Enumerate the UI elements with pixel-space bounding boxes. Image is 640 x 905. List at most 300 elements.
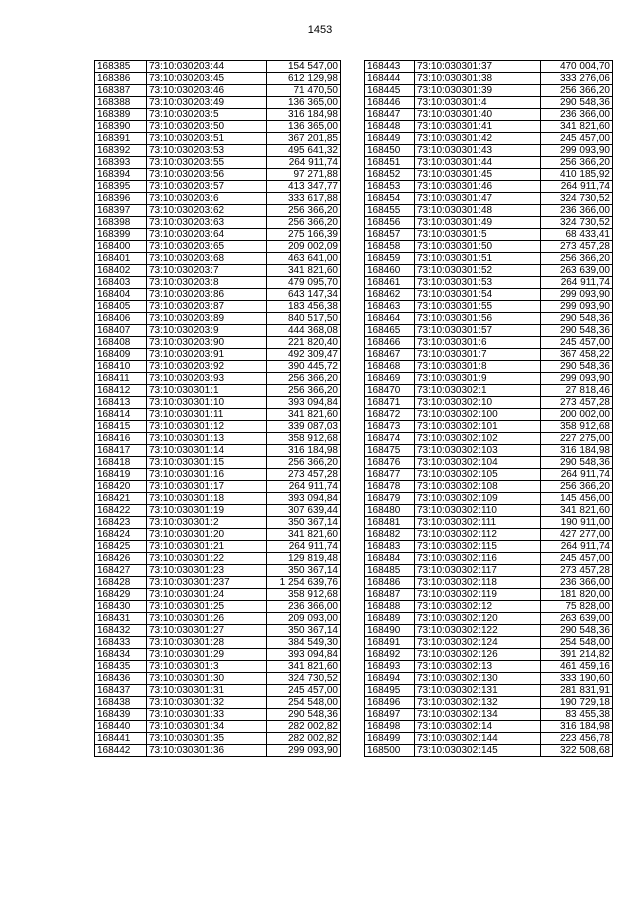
row-number-cell: 168415 [95, 421, 147, 433]
cadastral-number-cell: 73:10:030203:51 [147, 133, 267, 145]
cadastral-number-cell: 73:10:030301:20 [147, 529, 267, 541]
table-row [365, 385, 613, 397]
row-number-cell: 168402 [95, 265, 147, 277]
table-row [95, 373, 341, 385]
cadastral-number-cell: 73:10:030301:26 [147, 613, 267, 625]
value-cell: 316 184,98 [267, 445, 341, 457]
table-row [365, 721, 613, 733]
cadastral-number-cell: 73:10:030203:90 [147, 337, 267, 349]
table-row [365, 481, 613, 493]
cadastral-number-cell: 73:10:030203:91 [147, 349, 267, 361]
cadastral-number-cell: 73:10:030301:1 [147, 385, 267, 397]
row-number-cell: 168495 [365, 685, 415, 697]
row-number-cell: 168440 [95, 721, 147, 733]
row-number-cell: 168393 [95, 157, 147, 169]
row-number-cell: 168441 [95, 733, 147, 745]
row-number-cell: 168490 [365, 625, 415, 637]
row-number-cell: 168397 [95, 205, 147, 217]
value-cell: 264 911,74 [267, 157, 341, 169]
row-number-cell: 168391 [95, 133, 147, 145]
cadastral-number-cell: 73:10:030203:89 [147, 313, 267, 325]
table-row [365, 601, 613, 613]
row-number-cell: 168483 [365, 541, 415, 553]
value-cell: 463 641,00 [267, 253, 341, 265]
cadastral-number-cell: 73:10:030301:47 [415, 193, 541, 205]
cadastral-number-cell: 73:10:030203:8 [147, 277, 267, 289]
cadastral-number-cell: 73:10:030203:53 [147, 145, 267, 157]
value-cell: 461 459,16 [541, 661, 613, 673]
value-cell: 290 548,36 [541, 325, 613, 337]
row-number-cell: 168465 [365, 325, 415, 337]
table-row [95, 469, 341, 481]
table-row [95, 553, 341, 565]
row-number-cell: 168473 [365, 421, 415, 433]
table-row [95, 73, 341, 85]
value-cell: 236 366,00 [541, 205, 613, 217]
row-number-cell: 168444 [365, 73, 415, 85]
row-number-cell: 168447 [365, 109, 415, 121]
cadastral-number-cell: 73:10:030301:41 [415, 121, 541, 133]
row-number-cell: 168499 [365, 733, 415, 745]
row-number-cell: 168462 [365, 289, 415, 301]
value-cell: 236 366,00 [267, 601, 341, 613]
value-cell: 410 185,92 [541, 169, 613, 181]
cadastral-number-cell: 73:10:030301:46 [415, 181, 541, 193]
table-row [365, 229, 613, 241]
table-row [365, 337, 613, 349]
cadastral-number-cell: 73:10:030301:7 [415, 349, 541, 361]
table-row [95, 745, 341, 757]
table-row [365, 265, 613, 277]
table-row [95, 349, 341, 361]
value-cell: 181 820,00 [541, 589, 613, 601]
value-cell: 264 911,74 [541, 277, 613, 289]
table-row [95, 205, 341, 217]
cadastral-number-cell: 73:10:030203:65 [147, 241, 267, 253]
cadastral-number-cell: 73:10:030203:56 [147, 169, 267, 181]
value-cell: 245 457,00 [541, 553, 613, 565]
cadastral-number-cell: 73:10:030301:23 [147, 565, 267, 577]
value-cell: 68 433,41 [541, 229, 613, 241]
row-number-cell: 168457 [365, 229, 415, 241]
row-number-cell: 168472 [365, 409, 415, 421]
value-cell: 341 821,60 [267, 661, 341, 673]
cadastral-number-cell: 73:10:030302:145 [415, 745, 541, 757]
value-cell: 341 821,60 [267, 265, 341, 277]
value-cell: 316 184,98 [541, 721, 613, 733]
value-cell: 393 094,84 [267, 649, 341, 661]
value-cell: 200 002,00 [541, 409, 613, 421]
row-number-cell: 168428 [95, 577, 147, 589]
table-row [95, 529, 341, 541]
table-row [365, 313, 613, 325]
table-row [365, 205, 613, 217]
row-number-cell: 168451 [365, 157, 415, 169]
table-row [365, 253, 613, 265]
row-number-cell: 168434 [95, 649, 147, 661]
value-cell: 97 271,88 [267, 169, 341, 181]
row-number-cell: 168459 [365, 253, 415, 265]
value-cell: 290 548,36 [267, 709, 341, 721]
row-number-cell: 168426 [95, 553, 147, 565]
table-row [95, 61, 341, 73]
cadastral-number-cell: 73:10:030301:22 [147, 553, 267, 565]
value-cell: 256 366,20 [541, 253, 613, 265]
cadastral-number-cell: 73:10:030301:52 [415, 265, 541, 277]
table-row [365, 217, 613, 229]
row-number-cell: 168430 [95, 601, 147, 613]
cadastral-number-cell: 73:10:030302:117 [415, 565, 541, 577]
value-cell: 367 201,85 [267, 133, 341, 145]
table-row [95, 169, 341, 181]
value-cell: 290 548,36 [541, 313, 613, 325]
table-row [365, 181, 613, 193]
table-row [95, 313, 341, 325]
row-number-cell: 168448 [365, 121, 415, 133]
row-number-cell: 168429 [95, 589, 147, 601]
value-cell: 183 456,38 [267, 301, 341, 313]
value-cell: 299 093,90 [541, 373, 613, 385]
row-number-cell: 168476 [365, 457, 415, 469]
value-cell: 413 347,77 [267, 181, 341, 193]
table-row [365, 469, 613, 481]
table-row [365, 625, 613, 637]
page-number: 1453 [307, 24, 333, 36]
row-number-cell: 168482 [365, 529, 415, 541]
table-row [95, 385, 341, 397]
value-cell: 256 366,20 [267, 217, 341, 229]
table-row [95, 625, 341, 637]
table-row [95, 409, 341, 421]
table-row [95, 649, 341, 661]
table-row [365, 517, 613, 529]
table-row [365, 745, 613, 757]
row-number-cell: 168406 [95, 313, 147, 325]
row-number-cell: 168485 [365, 565, 415, 577]
value-cell: 367 458,22 [541, 349, 613, 361]
value-cell: 339 087,03 [267, 421, 341, 433]
table-row [95, 145, 341, 157]
cadastral-number-cell: 73:10:030301:56 [415, 313, 541, 325]
cadastral-number-cell: 73:10:030301:45 [415, 169, 541, 181]
value-cell: 136 365,00 [267, 121, 341, 133]
row-number-cell: 168424 [95, 529, 147, 541]
cadastral-number-cell: 73:10:030301:54 [415, 289, 541, 301]
row-number-cell: 168390 [95, 121, 147, 133]
table-row [365, 361, 613, 373]
table-row [365, 445, 613, 457]
row-number-cell: 168452 [365, 169, 415, 181]
value-cell: 264 911,74 [541, 181, 613, 193]
cadastral-number-cell: 73:10:030203:57 [147, 181, 267, 193]
cadastral-number-cell: 73:10:030302:124 [415, 637, 541, 649]
cadastral-number-cell: 73:10:030302:100 [415, 409, 541, 421]
row-number-cell: 168454 [365, 193, 415, 205]
cadastral-number-cell: 73:10:030203:50 [147, 121, 267, 133]
row-number-cell: 168450 [365, 145, 415, 157]
table-row [365, 541, 613, 553]
cadastral-number-cell: 73:10:030302:118 [415, 577, 541, 589]
value-cell: 350 367,14 [267, 565, 341, 577]
value-cell: 264 911,74 [267, 541, 341, 553]
table-row [95, 601, 341, 613]
cadastral-number-cell: 73:10:030302:122 [415, 625, 541, 637]
row-number-cell: 168421 [95, 493, 147, 505]
cadastral-number-cell: 73:10:030301:8 [415, 361, 541, 373]
cadastral-number-cell: 73:10:030301:9 [415, 373, 541, 385]
cadastral-number-cell: 73:10:030301:6 [415, 337, 541, 349]
cadastral-number-cell: 73:10:030203:63 [147, 217, 267, 229]
row-number-cell: 168475 [365, 445, 415, 457]
value-cell: 254 548,00 [267, 697, 341, 709]
table-row [365, 613, 613, 625]
value-cell: 256 366,20 [267, 205, 341, 217]
table-row [365, 553, 613, 565]
cadastral-number-cell: 73:10:030301:24 [147, 589, 267, 601]
value-cell: 444 368,08 [267, 325, 341, 337]
table-row [365, 577, 613, 589]
table-row [95, 709, 341, 721]
cadastral-number-cell: 73:10:030301:48 [415, 205, 541, 217]
value-cell: 324 730,52 [541, 217, 613, 229]
row-number-cell: 168456 [365, 217, 415, 229]
table-row [365, 637, 613, 649]
value-cell: 333 276,06 [541, 73, 613, 85]
table-row [95, 181, 341, 193]
value-cell: 333 190,60 [541, 673, 613, 685]
value-cell: 256 366,20 [541, 157, 613, 169]
table-row [365, 325, 613, 337]
cadastral-number-cell: 73:10:030301:14 [147, 445, 267, 457]
table-row [95, 589, 341, 601]
value-cell: 341 821,60 [267, 409, 341, 421]
row-number-cell: 168409 [95, 349, 147, 361]
cadastral-number-cell: 73:10:030301:44 [415, 157, 541, 169]
row-number-cell: 168399 [95, 229, 147, 241]
table-row [365, 349, 613, 361]
cadastral-number-cell: 73:10:030302:104 [415, 457, 541, 469]
table-row [365, 673, 613, 685]
cadastral-number-cell: 73:10:030302:1 [415, 385, 541, 397]
registry-table-left [94, 60, 341, 757]
cadastral-number-cell: 73:10:030301:39 [415, 85, 541, 97]
value-cell: 145 456,00 [541, 493, 613, 505]
value-cell: 290 548,36 [541, 97, 613, 109]
cadastral-number-cell: 73:10:030301:38 [415, 73, 541, 85]
row-number-cell: 168438 [95, 697, 147, 709]
cadastral-number-cell: 73:10:030302:144 [415, 733, 541, 745]
cadastral-number-cell: 73:10:030302:12 [415, 601, 541, 613]
cadastral-number-cell: 73:10:030203:93 [147, 373, 267, 385]
row-number-cell: 168484 [365, 553, 415, 565]
cadastral-number-cell: 73:10:030301:35 [147, 733, 267, 745]
cadastral-number-cell: 73:10:030301:16 [147, 469, 267, 481]
row-number-cell: 168395 [95, 181, 147, 193]
table-row [365, 709, 613, 721]
row-number-cell: 168389 [95, 109, 147, 121]
cadastral-number-cell: 73:10:030203:68 [147, 253, 267, 265]
value-cell: 264 911,74 [267, 481, 341, 493]
row-number-cell: 168486 [365, 577, 415, 589]
row-number-cell: 168477 [365, 469, 415, 481]
row-number-cell: 168414 [95, 409, 147, 421]
row-number-cell: 168412 [95, 385, 147, 397]
row-number-cell: 168455 [365, 205, 415, 217]
cadastral-number-cell: 73:10:030301:36 [147, 745, 267, 757]
cadastral-number-cell: 73:10:030302:132 [415, 697, 541, 709]
cadastral-number-cell: 73:10:030203:49 [147, 97, 267, 109]
row-number-cell: 168386 [95, 73, 147, 85]
row-number-cell: 168422 [95, 505, 147, 517]
cadastral-number-cell: 73:10:030301:5 [415, 229, 541, 241]
table-row [365, 289, 613, 301]
table-row [95, 541, 341, 553]
value-cell: 299 093,90 [541, 145, 613, 157]
cadastral-number-cell: 73:10:030301:13 [147, 433, 267, 445]
row-number-cell: 168460 [365, 265, 415, 277]
value-cell: 256 366,20 [267, 385, 341, 397]
row-number-cell: 168388 [95, 97, 147, 109]
table-row [365, 373, 613, 385]
value-cell: 324 730,52 [541, 193, 613, 205]
table-row [365, 169, 613, 181]
table-row [95, 613, 341, 625]
row-number-cell: 168401 [95, 253, 147, 265]
cadastral-number-cell: 73:10:030301:2 [147, 517, 267, 529]
cadastral-number-cell: 73:10:030302:102 [415, 433, 541, 445]
cadastral-number-cell: 73:10:030301:11 [147, 409, 267, 421]
row-number-cell: 168442 [95, 745, 147, 757]
cadastral-number-cell: 73:10:030301:3 [147, 661, 267, 673]
table-row [365, 529, 613, 541]
row-number-cell: 168404 [95, 289, 147, 301]
row-number-cell: 168427 [95, 565, 147, 577]
cadastral-number-cell: 73:10:030301:43 [415, 145, 541, 157]
row-number-cell: 168400 [95, 241, 147, 253]
cadastral-number-cell: 73:10:030203:86 [147, 289, 267, 301]
value-cell: 290 548,36 [541, 361, 613, 373]
row-number-cell: 168461 [365, 277, 415, 289]
value-cell: 273 457,28 [541, 397, 613, 409]
row-number-cell: 168498 [365, 721, 415, 733]
table-row [95, 505, 341, 517]
cadastral-number-cell: 73:10:030203:55 [147, 157, 267, 169]
value-cell: 840 517,50 [267, 313, 341, 325]
value-cell: 256 366,20 [267, 373, 341, 385]
cadastral-number-cell: 73:10:030302:101 [415, 421, 541, 433]
cadastral-number-cell: 73:10:030302:10 [415, 397, 541, 409]
row-number-cell: 168423 [95, 517, 147, 529]
cadastral-number-cell: 73:10:030301:17 [147, 481, 267, 493]
table-row [365, 565, 613, 577]
value-cell: 307 639,44 [267, 505, 341, 517]
value-cell: 479 095,70 [267, 277, 341, 289]
cadastral-number-cell: 73:10:030302:131 [415, 685, 541, 697]
row-number-cell: 168464 [365, 313, 415, 325]
table-row [95, 433, 341, 445]
table-row [365, 649, 613, 661]
value-cell: 83 455,38 [541, 709, 613, 721]
value-cell: 129 819,48 [267, 553, 341, 565]
cadastral-number-cell: 73:10:030301:28 [147, 637, 267, 649]
cadastral-number-cell: 73:10:030301:33 [147, 709, 267, 721]
table-row [365, 697, 613, 709]
cadastral-number-cell: 73:10:030301:32 [147, 697, 267, 709]
table-row [95, 121, 341, 133]
table-row [365, 73, 613, 85]
table-row [95, 697, 341, 709]
table-row [95, 97, 341, 109]
table-row [365, 661, 613, 673]
table-row [365, 685, 613, 697]
row-number-cell: 168453 [365, 181, 415, 193]
cadastral-number-cell: 73:10:030302:115 [415, 541, 541, 553]
row-number-cell: 168433 [95, 637, 147, 649]
value-cell: 1 254 639,76 [267, 577, 341, 589]
row-number-cell: 168487 [365, 589, 415, 601]
value-cell: 390 445,72 [267, 361, 341, 373]
table-row [365, 409, 613, 421]
table-row [95, 253, 341, 265]
row-number-cell: 168491 [365, 637, 415, 649]
value-cell: 333 617,88 [267, 193, 341, 205]
cadastral-number-cell: 73:10:030302:120 [415, 613, 541, 625]
row-number-cell: 168489 [365, 613, 415, 625]
table-row [365, 457, 613, 469]
row-number-cell: 168497 [365, 709, 415, 721]
cadastral-number-cell: 73:10:030203:64 [147, 229, 267, 241]
cadastral-number-cell: 73:10:030301:4 [415, 97, 541, 109]
cadastral-number-cell: 73:10:030302:112 [415, 529, 541, 541]
value-cell: 71 470,50 [267, 85, 341, 97]
table-row [95, 133, 341, 145]
cadastral-number-cell: 73:10:030203:46 [147, 85, 267, 97]
row-number-cell: 168407 [95, 325, 147, 337]
table-row [95, 109, 341, 121]
cadastral-number-cell: 73:10:030301:34 [147, 721, 267, 733]
value-cell: 341 821,60 [541, 121, 613, 133]
table-row [365, 733, 613, 745]
table-row [95, 445, 341, 457]
value-cell: 245 457,00 [267, 685, 341, 697]
value-cell: 256 366,20 [541, 85, 613, 97]
table-row [365, 193, 613, 205]
row-number-cell: 168494 [365, 673, 415, 685]
table-row [365, 145, 613, 157]
table-row [365, 433, 613, 445]
table-row [365, 397, 613, 409]
table-row [95, 517, 341, 529]
row-number-cell: 168470 [365, 385, 415, 397]
table-row [95, 265, 341, 277]
table-row [95, 361, 341, 373]
value-cell: 281 831,91 [541, 685, 613, 697]
table-row [95, 241, 341, 253]
table-row [95, 577, 341, 589]
row-number-cell: 168479 [365, 493, 415, 505]
cadastral-number-cell: 73:10:030302:109 [415, 493, 541, 505]
value-cell: 299 093,90 [541, 289, 613, 301]
cadastral-number-cell: 73:10:030301:51 [415, 253, 541, 265]
row-number-cell: 168392 [95, 145, 147, 157]
cadastral-number-cell: 73:10:030203:45 [147, 73, 267, 85]
row-number-cell: 168496 [365, 697, 415, 709]
value-cell: 393 094,84 [267, 493, 341, 505]
cadastral-number-cell: 73:10:030302:110 [415, 505, 541, 517]
table-row [95, 673, 341, 685]
value-cell: 236 366,00 [541, 577, 613, 589]
value-cell: 190 729,18 [541, 697, 613, 709]
